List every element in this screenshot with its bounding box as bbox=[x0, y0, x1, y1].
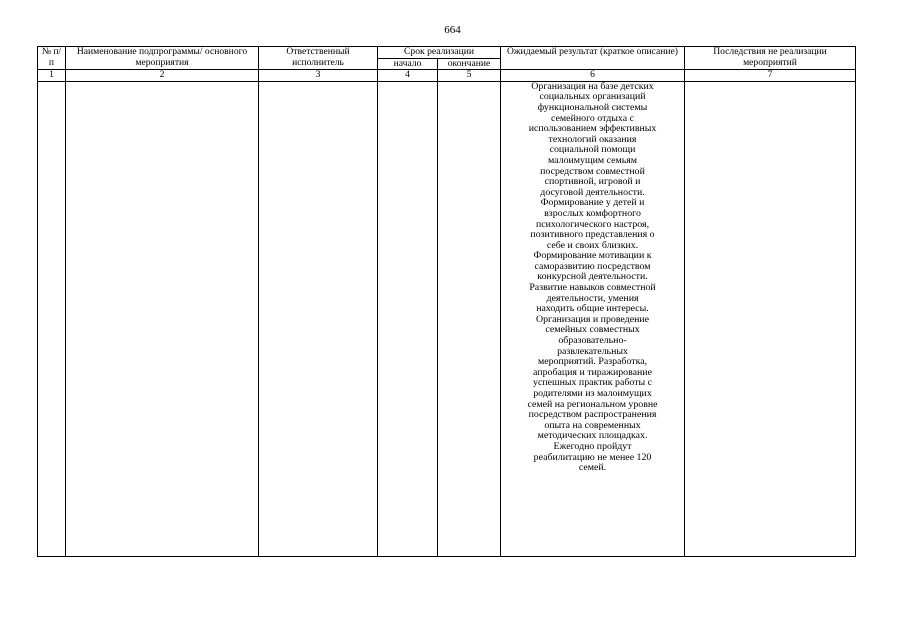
column-number: 6 bbox=[501, 70, 685, 82]
result-line: себе и своих близких. bbox=[546, 239, 639, 251]
result-line: находить общие интересы. bbox=[536, 303, 649, 315]
cell-num bbox=[38, 81, 66, 556]
result-line: саморазвитию посредством bbox=[534, 260, 651, 272]
result-line: семей на региональном уровне bbox=[527, 398, 658, 410]
program-table bbox=[37, 46, 856, 557]
column-number: 5 bbox=[438, 70, 501, 82]
header-consequences: Последствия не реализации мероприятий bbox=[685, 47, 856, 70]
header-row bbox=[38, 47, 856, 59]
result-line: Формирование у детей и bbox=[540, 197, 645, 209]
result-line: технологий оказания bbox=[548, 133, 637, 145]
result-line: функциональной системы bbox=[537, 101, 648, 113]
result-line: малоимущим семьям bbox=[548, 154, 638, 166]
result-line: досуговой деятельности. bbox=[540, 186, 645, 198]
result-line: опыта на современных bbox=[544, 419, 641, 431]
header-result: Ожидаемый результат (краткое описание) bbox=[501, 47, 685, 70]
result-line: социальных организаций bbox=[539, 91, 646, 103]
result-line: позитивного представления о bbox=[530, 229, 655, 241]
result-line: деятельности, умения bbox=[546, 292, 639, 304]
header-name: Наименование подпрограммы/ основного мероприятия bbox=[66, 47, 259, 70]
result-line: Ежегодно пройдут bbox=[553, 440, 632, 452]
header-responsible: Ответственный исполнитель bbox=[259, 47, 378, 70]
result-line: Развитие навыков совместной bbox=[529, 282, 656, 294]
column-number: 3 bbox=[259, 70, 378, 82]
result-line: мероприятий. Разработка, bbox=[537, 356, 648, 368]
result-line: реабилитацию не менее 120 bbox=[533, 451, 652, 463]
result-line: конкурсной деятельности. bbox=[537, 271, 648, 283]
result-line: посредством совместной bbox=[540, 165, 645, 177]
result-line: семей. bbox=[578, 462, 607, 474]
result-line: Организация на базе детских bbox=[531, 80, 654, 92]
result-line: спортивной, игровой и bbox=[544, 176, 641, 188]
result-line: апробация и тиражирование bbox=[533, 366, 652, 378]
cell-expected-result bbox=[501, 81, 685, 556]
cell-responsible bbox=[259, 81, 378, 556]
result-line: социальной помощи bbox=[549, 144, 636, 156]
result-line: семейного отдыха с bbox=[551, 112, 634, 124]
cell-end bbox=[438, 81, 501, 556]
column-number: 4 bbox=[378, 70, 438, 82]
result-line: взрослых комфортного bbox=[544, 207, 641, 219]
column-number: 1 bbox=[38, 70, 66, 82]
column-number: 2 bbox=[66, 70, 259, 82]
page-number: 664 bbox=[444, 24, 461, 36]
result-line: Формирование мотивации к bbox=[533, 250, 652, 262]
header-end: окончание bbox=[438, 58, 501, 70]
result-line: семейных совместных bbox=[545, 324, 640, 336]
result-line: использованием эффективных bbox=[528, 123, 657, 135]
cell-consequences bbox=[685, 81, 856, 556]
result-line: методических площадках. bbox=[537, 430, 648, 442]
cell-name bbox=[66, 81, 259, 556]
column-number: 7 bbox=[685, 70, 856, 82]
result-line: посредством распространения bbox=[528, 409, 657, 421]
header-start: начало bbox=[378, 58, 438, 70]
column-number-row bbox=[38, 70, 856, 82]
result-line: Организация и проведение bbox=[535, 313, 650, 325]
result-line: развлекательных bbox=[557, 345, 628, 357]
header-period: Срок реализации bbox=[378, 47, 501, 59]
result-line: успешных практик работы с bbox=[533, 377, 653, 389]
result-line: психологического настроя, bbox=[535, 218, 650, 230]
table-row bbox=[38, 81, 856, 556]
result-line: образовательно- bbox=[558, 335, 627, 347]
cell-start bbox=[378, 81, 438, 556]
header-num: № п/п bbox=[38, 47, 66, 70]
result-line: родителями из малоимущих bbox=[533, 388, 652, 399]
